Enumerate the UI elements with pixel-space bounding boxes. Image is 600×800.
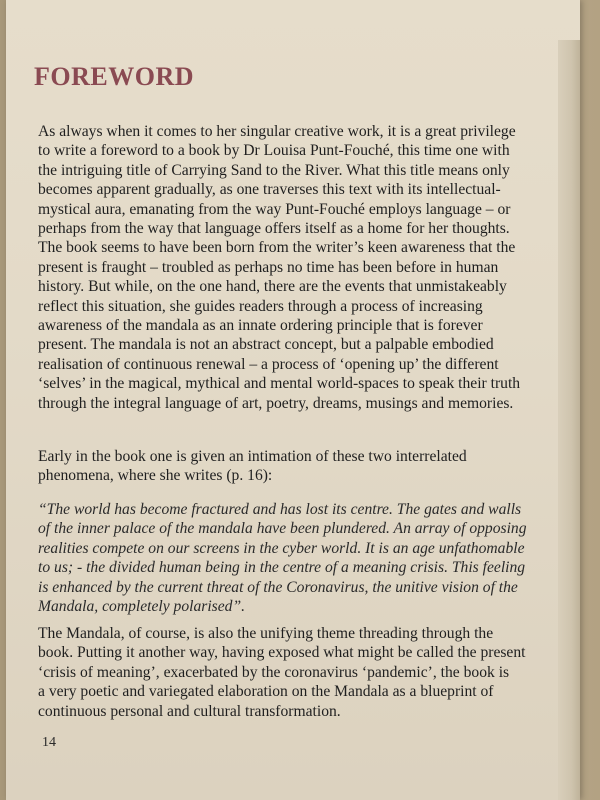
text-line: becomes apparent gradually, as one traverses this text with its intellectual- [38, 181, 501, 199]
quote-line: “The world has become fractured and has lost its centre. The gates and walls [38, 501, 522, 518]
paragraph-2 [38, 447, 558, 486]
paragraph-1 [38, 122, 558, 413]
text-line: Early in the book one is given an intimation of these two interrelated [38, 448, 467, 465]
text-line: to write a foreword to a book by Dr Louisa Punt-Fouché, this time one with [38, 142, 510, 160]
text-line: perhaps from the way that language offers itself as a home for her thoughts. [38, 220, 510, 238]
page-heading: FOREWORD [34, 62, 194, 91]
text-line: The Mandala, of course, is also the unifying theme threading through the [38, 625, 494, 642]
page-stack-edge [558, 40, 580, 800]
text-line: mystical aura, emanating from the way Punt-Fouché employs language – or [38, 200, 511, 218]
text-line: ‘crisis of meaning’, exacerbated by the coronavirus ‘pandemic’, the book is [38, 663, 510, 681]
text-line: The book seems to have been born from the writer’s keen awareness that the [38, 239, 516, 257]
text-line: a very poetic and variegated elaboration on the Mandala as a blueprint of [38, 683, 494, 701]
book-page [6, 0, 580, 800]
text-line: awareness of the mandala as an innate ordering principle that is forever [38, 317, 483, 335]
page-number: 14 [42, 735, 56, 750]
quote-line: of the inner palace of the mandala have been plundered. An array of opposing [38, 520, 527, 538]
quote-block [38, 500, 558, 616]
paragraph-4 [38, 624, 558, 721]
text-line: realisation of continuous renewal – a process of ‘opening up’ the different [38, 355, 499, 373]
text-line: book. Putting it another way, having exposed what might be called the present [38, 644, 526, 662]
quote-line: realities compete on our screens in the cyber world. It is an age unfathomable [38, 539, 525, 557]
text-line: ‘selves’ in the magical, mythical and mental world-spaces to speak their truth [38, 375, 521, 393]
quote-line: is enhanced by the current threat of the Coronavirus, the unitive vision of the [38, 578, 518, 596]
quote-line: to us; - the divided human being in the centre of a meaning crisis. This feeling [38, 559, 526, 577]
text-line: As always when it comes to her singular creative work, it is a great privilege [38, 123, 516, 140]
text-line: history. But while, on the one hand, there are the events that unmistakeably [38, 278, 507, 296]
text-line: phenomena, where she writes (p. 16): [38, 467, 273, 485]
text-line: through the integral language of art, poetry, dreams, musings and memories. [38, 394, 514, 412]
text-line: reflect this situation, she guides readers through a process of increasing [38, 297, 483, 315]
quote-line: Mandala, completely polarised”. [38, 598, 246, 616]
text-line: present is fraught – troubled as perhaps no time has been before in human [38, 258, 499, 276]
text-line: continuous personal and cultural transformation. [38, 702, 341, 720]
text-line: the intriguing title of Carrying Sand to the River. What this title means only [38, 161, 510, 179]
text-line: present. The mandala is not an abstract concept, but a palpable embodied [38, 336, 494, 354]
